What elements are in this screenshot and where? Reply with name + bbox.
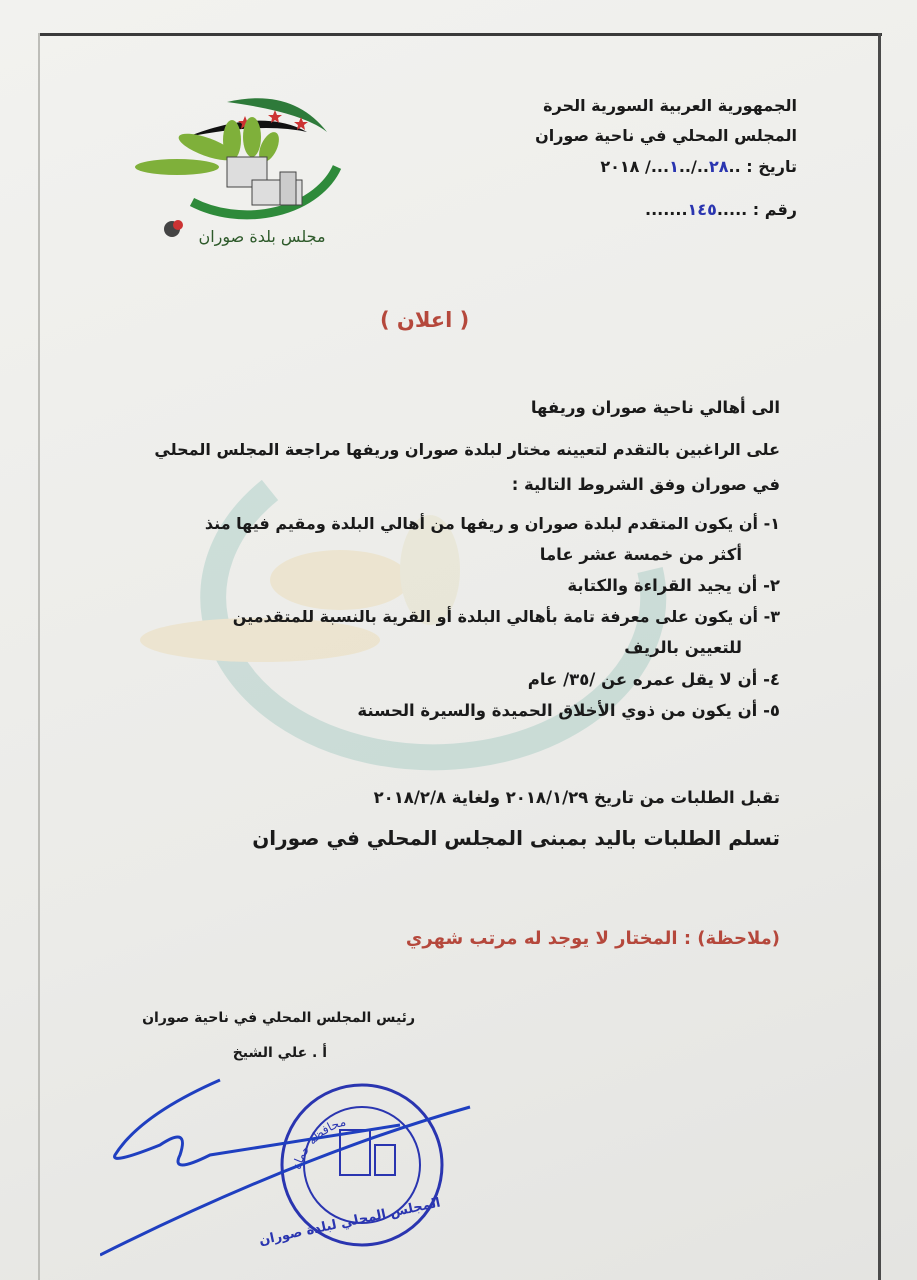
intro-line-2: في صوران وفق الشروط التالية : — [511, 475, 780, 494]
date-label: تاريخ : — [746, 157, 797, 176]
header-line-2: المجلس المحلي في ناحية صوران — [535, 126, 797, 145]
council-logo — [132, 92, 347, 257]
condition-2: ٢- أن يجيد القراءة والكتابة — [567, 576, 780, 595]
header-number: رقم : .....١٤٥....... — [644, 200, 797, 219]
delivery-line: تسلم الطلبات باليد بمبنى المجلس المحلي في صوران — [252, 826, 780, 850]
svg-text:محافظة حماة — [289, 1114, 347, 1171]
condition-3-cont: للتعيين بالريف — [624, 638, 742, 657]
signatory-name: أ . علي الشيخ — [232, 1045, 327, 1061]
intro-line-1: على الراغبين بالتقدم لتعيينه مختار لبلدة صوران وريفها مراجعة المجلس المحلي — [154, 440, 780, 459]
header-date: تاريخ : ..٢٨../..١.../ ٢٠١٨ — [600, 157, 797, 176]
page-edge — [38, 33, 40, 1280]
date-year: ٢٠١٨ — [600, 157, 640, 176]
condition-3: ٣- أن يكون على معرفة تامة بأهالي البلدة أو القرية بالنسبة للمتقدمين — [232, 607, 780, 626]
number-label: رقم : — [752, 200, 797, 219]
note: (ملاحظة) : المختار لا يوجد له مرتب شهري — [405, 928, 780, 949]
page-edge — [40, 33, 882, 36]
condition-1: ١- أن يكون المتقدم لبلدة صوران و ريفها من أهالي البلدة ومقيم فيها منذ — [204, 514, 780, 533]
greeting: الى أهالي ناحية صوران وريفها — [530, 398, 780, 417]
date-day: ٢٨ — [709, 157, 729, 176]
date-month: ١ — [669, 157, 679, 176]
page-edge — [878, 33, 881, 1280]
official-stamp — [100, 1065, 500, 1280]
announcement-title: ( اعلان ) — [380, 308, 470, 332]
dates-line: تقبل الطلبات من تاريخ ٢٠١٨/١/٢٩ ولغاية ٢٠١٨/٢/٨ — [373, 788, 780, 807]
stamp-top-text: محافظة حماة — [289, 1114, 348, 1171]
number-value: ١٤٥ — [687, 200, 717, 219]
signatory-title: رئيس المجلس المحلي في ناحية صوران — [142, 1010, 415, 1026]
condition-4: ٤- أن لا يقل عمره عن /٣٥/ عام — [527, 670, 780, 689]
logo-text: مجلس بلدة صوران — [198, 227, 326, 246]
condition-1-cont: أكثر من خمسة عشر عاما — [539, 545, 742, 564]
signature-stroke — [115, 1080, 400, 1165]
stamp-bottom-text: المجلس المحلي لبلدة صوران — [257, 1195, 442, 1249]
header-line-1: الجمهورية العربية السورية الحرة — [543, 96, 797, 115]
condition-5: ٥- أن يكون من ذوي الأخلاق الحميدة والسيرة الحسنة — [357, 701, 780, 720]
